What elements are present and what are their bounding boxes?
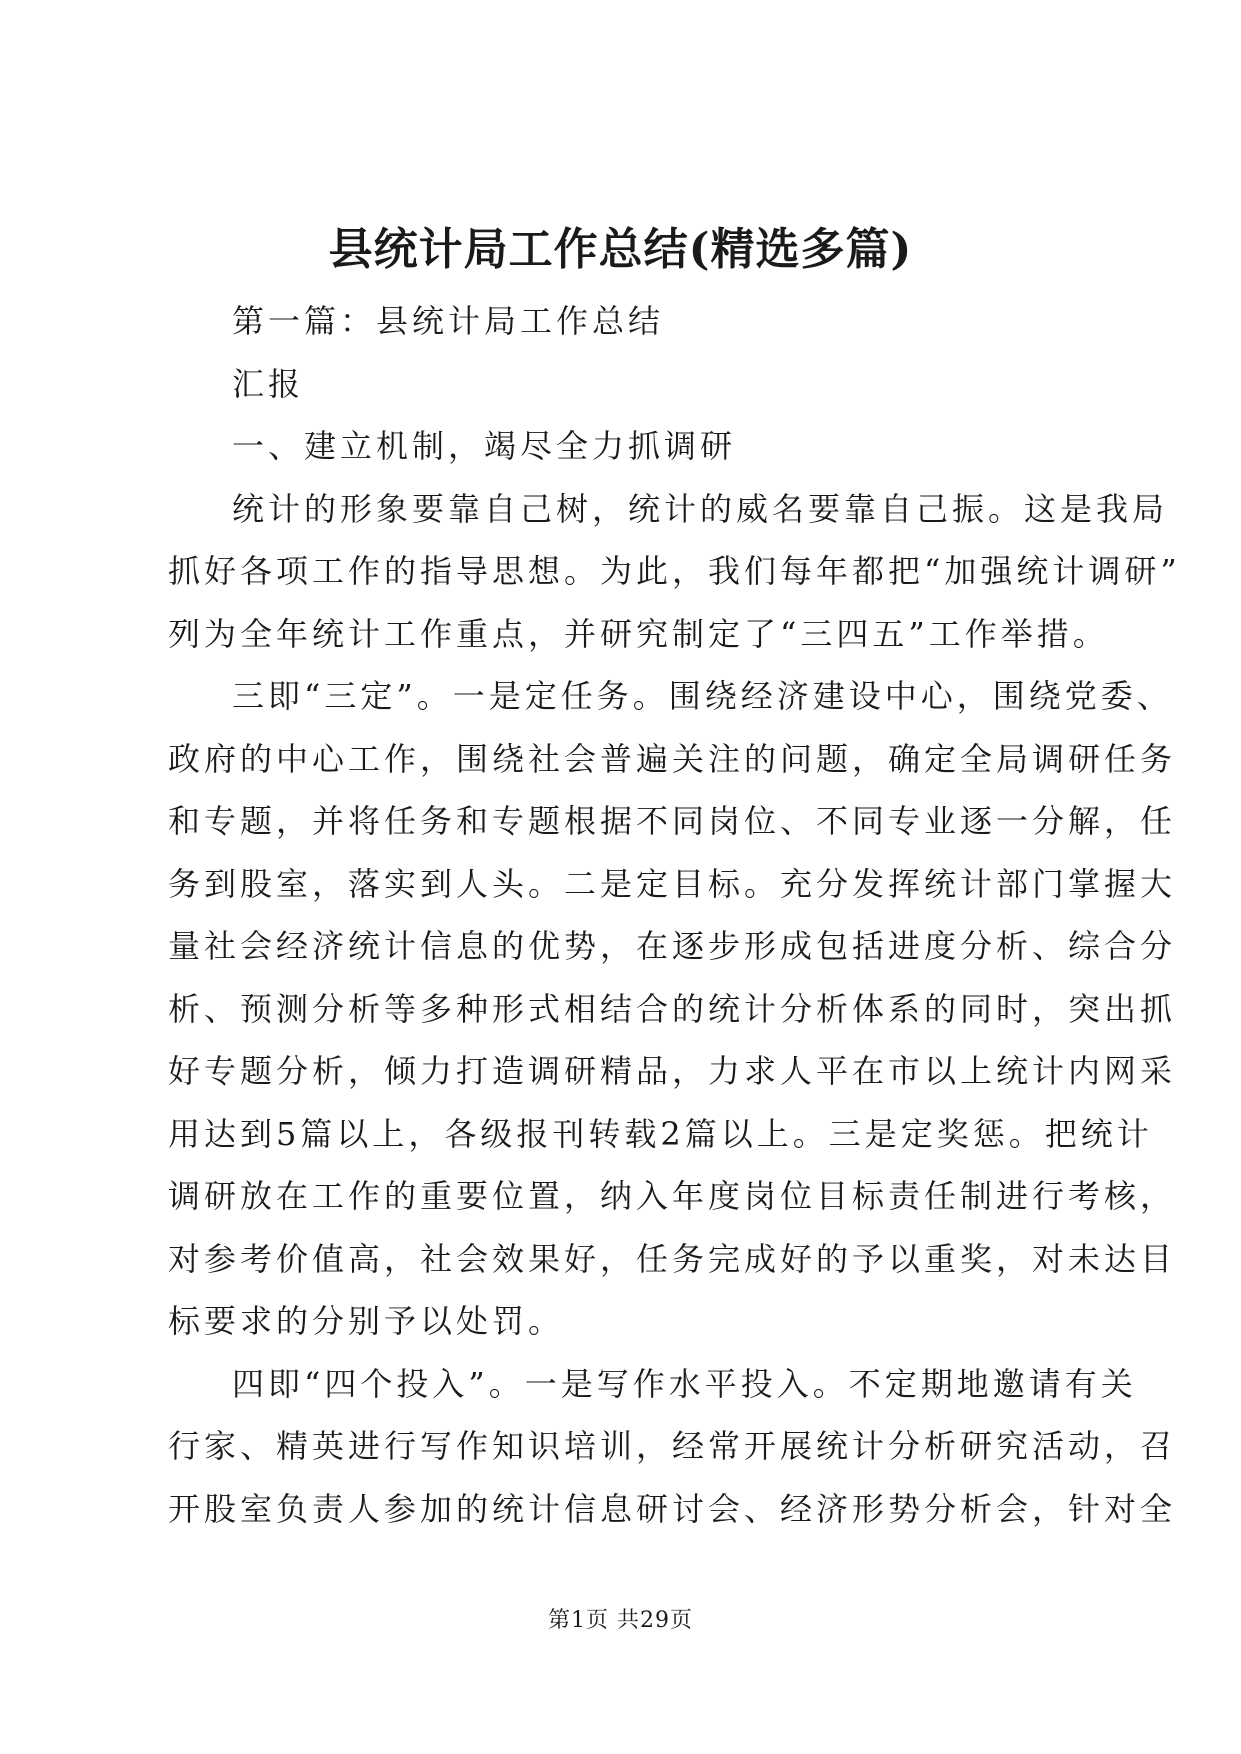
paragraph-line: 和专题，并将任务和专题根据不同岗位、不同专业逐一分解，任 — [168, 802, 1177, 840]
paragraph-line: 量社会经济统计信息的优势，在逐步形成包括进度分析、综合分 — [168, 927, 1177, 965]
paragraph-line: 务到股室，落实到人头。二是定目标。充分发挥统计部门掌握大 — [168, 864, 1177, 903]
document-title: 县统计局工作总结(精选多篇) — [328, 224, 913, 275]
paragraph-line: 析、预测分析等多种形式相结合的统计分析体系的同时，突出抓 — [168, 989, 1177, 1028]
paragraph-line: 政府的中心工作，围绕社会普遍关注的问题，确定全局调研任务 — [168, 739, 1177, 778]
paragraph-line: 汇报 — [232, 364, 305, 403]
paragraph-line: 用达到5篇以上，各级报刊转载2篇以上。三是定奖惩。把统计 — [168, 1114, 1153, 1153]
page-number-footer: 第1页 共29页 — [548, 1608, 693, 1633]
paragraph-line: 标要求的分别予以处罚。 — [168, 1302, 565, 1340]
paragraph-line: 行家、精英进行写作知识培训，经常开展统计分析研究活动，召 — [168, 1427, 1177, 1465]
paragraph-line: 调研放在工作的重要位置，纳入年度岗位目标责任制进行考核， — [168, 1177, 1177, 1215]
paragraph-line: 对参考价值高，社会效果好，任务完成好的予以重奖，对未达目 — [168, 1239, 1177, 1278]
paragraph-line: 抓好各项工作的指导思想。为此，我们每年都把“加强统计调研” — [168, 552, 1181, 590]
paragraph-line: 好专题分析，倾力打造调研精品，力求人平在市以上统计内网采 — [168, 1052, 1177, 1090]
section-heading: 第一篇：县统计局工作总结 — [232, 302, 665, 340]
paragraph-line: 三即“三定”。一是定任务。围绕经济建设中心，围绕党委、 — [232, 677, 1173, 715]
paragraph-line: 列为全年统计工作重点，并研究制定了“三四五”工作举措。 — [168, 614, 1109, 653]
paragraph-line: 开股室负责人参加的统计信息研讨会、经济形势分析会，针对全 — [168, 1489, 1177, 1528]
subsection-heading: 一、建立机制，竭尽全力抓调研 — [232, 427, 737, 465]
paragraph-line: 四即“四个投入”。一是写作水平投入。不定期地邀请有关 — [232, 1364, 1137, 1403]
document-body — [168, 290, 1181, 1540]
paragraph-line: 统计的形象要靠自己树，统计的威名要靠自己振。这是我局 — [232, 489, 1169, 528]
